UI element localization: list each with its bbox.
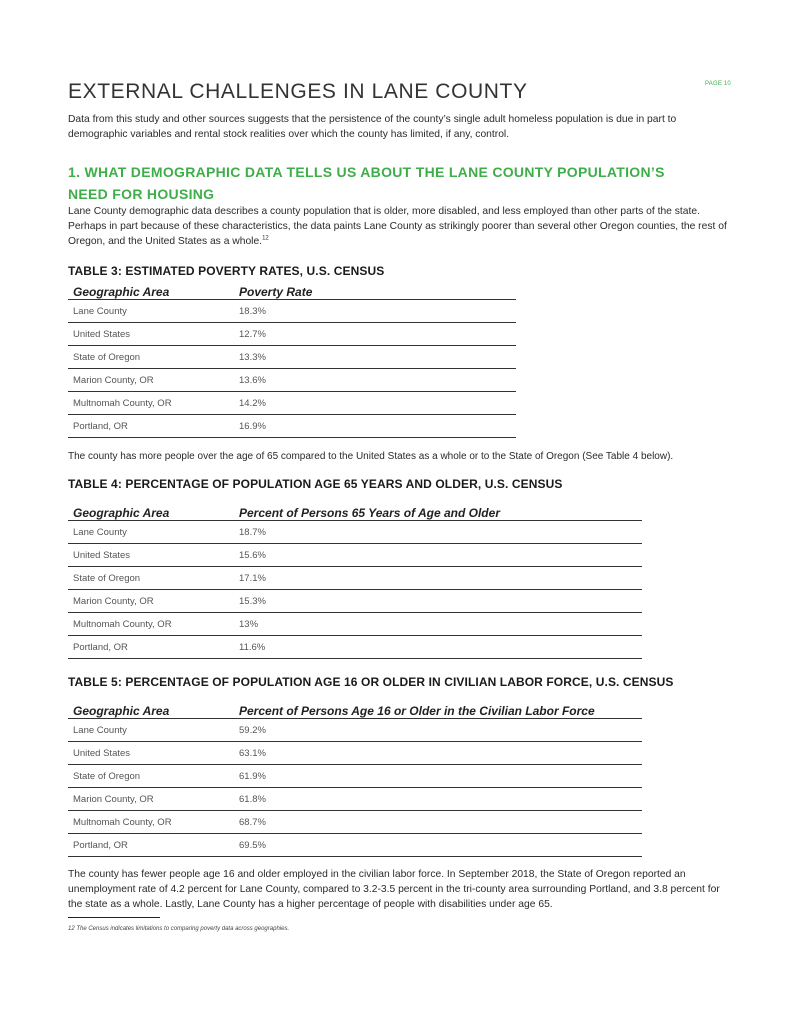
- table3-poverty-rates: [68, 279, 516, 438]
- footnote-reference: 12: [262, 235, 269, 242]
- table-row: [68, 521, 642, 544]
- table-row: [68, 346, 516, 369]
- table5-title: TABLE 5: PERCENTAGE OF POPULATION AGE 16 OR OLDER IN CIVILIAN LABOR FORCE, U.S. CENSUS: [68, 675, 674, 689]
- value-cell: 18.7%: [234, 521, 642, 544]
- table-row: [68, 788, 642, 811]
- geographic-area-cell: State of Oregon: [68, 346, 234, 369]
- table-row: [68, 636, 642, 659]
- table-row: [68, 811, 642, 834]
- value-cell: 13.3%: [234, 346, 516, 369]
- geographic-area-cell: United States: [68, 742, 234, 765]
- table-row: [68, 323, 516, 346]
- geographic-area-cell: Lane County: [68, 300, 234, 323]
- value-cell: 18.3%: [234, 300, 516, 323]
- value-cell: 61.9%: [234, 765, 642, 788]
- geographic-area-cell: United States: [68, 544, 234, 567]
- geographic-area-cell: Lane County: [68, 719, 234, 742]
- geographic-area-cell: Portland, OR: [68, 636, 234, 659]
- value-cell: 63.1%: [234, 742, 642, 765]
- table-row: [68, 613, 642, 636]
- table-row: [68, 544, 642, 567]
- table4-title: TABLE 4: PERCENTAGE OF POPULATION AGE 65 YEARS AND OLDER, U.S. CENSUS: [68, 477, 563, 491]
- value-cell: 12.7%: [234, 323, 516, 346]
- table-header-cell: Geographic Area: [68, 500, 234, 521]
- table-header-cell: Geographic Area: [68, 698, 234, 719]
- section-heading: 1. WHAT DEMOGRAPHIC DATA TELLS US ABOUT THE LANE COUNTY POPULATION’S NEED FOR HOUSING: [68, 164, 665, 202]
- closing-paragraph: The county has fewer people age 16 and older employed in the civilian labor force. In September 2018, the State of Oregon reported an unemployment rate of 4.2 percent for Lane County, compared to 3.2-3.5 percent in the tri-county area surrounding Portland, and 3.8 percent for the state as a whole. Lastly, Lane County has a higher percentage of people with disabilities under age 65.: [68, 869, 720, 910]
- geographic-area-cell: State of Oregon: [68, 567, 234, 590]
- value-cell: 15.6%: [234, 544, 642, 567]
- table5-labor-force: [68, 698, 642, 857]
- table-row: [68, 765, 642, 788]
- footnote-divider: [68, 917, 160, 918]
- geographic-area-cell: Portland, OR: [68, 834, 234, 857]
- table-row: [68, 300, 516, 323]
- value-cell: 69.5%: [234, 834, 642, 857]
- table3-title: TABLE 3: ESTIMATED POVERTY RATES, U.S. CENSUS: [68, 264, 385, 278]
- value-cell: 68.7%: [234, 811, 642, 834]
- table-header-cell: Poverty Rate: [234, 279, 516, 300]
- geographic-area-cell: State of Oregon: [68, 765, 234, 788]
- geographic-area-cell: Marion County, OR: [68, 369, 234, 392]
- table-header-cell: Percent of Persons 65 Years of Age and Older: [234, 500, 642, 521]
- page-number: PAGE 10: [705, 81, 731, 87]
- geographic-area-cell: Lane County: [68, 521, 234, 544]
- geographic-area-cell: Marion County, OR: [68, 590, 234, 613]
- value-cell: 15.3%: [234, 590, 642, 613]
- value-cell: 59.2%: [234, 719, 642, 742]
- geographic-area-cell: Marion County, OR: [68, 788, 234, 811]
- geographic-area-cell: Multnomah County, OR: [68, 392, 234, 415]
- table-header-row: [68, 698, 642, 719]
- value-cell: 13.6%: [234, 369, 516, 392]
- table-row: [68, 369, 516, 392]
- table-header-row: [68, 279, 516, 300]
- table-row: [68, 590, 642, 613]
- table-row: [68, 834, 642, 857]
- value-cell: 16.9%: [234, 415, 516, 438]
- page-title: EXTERNAL CHALLENGES IN LANE COUNTY: [68, 80, 528, 103]
- section-body: [68, 204, 728, 249]
- table-row: [68, 719, 642, 742]
- table-header-cell: Geographic Area: [68, 279, 234, 300]
- between-note: The county has more people over the age of 65 compared to the United States as a whole or to the State of Oregon (See Table 4 below).: [68, 451, 674, 462]
- table4-age-65-older: [68, 500, 642, 659]
- value-cell: 61.8%: [234, 788, 642, 811]
- value-cell: 17.1%: [234, 567, 642, 590]
- table-row: [68, 742, 642, 765]
- table-header-row: [68, 500, 642, 521]
- table-row: [68, 415, 516, 438]
- value-cell: 13%: [234, 613, 642, 636]
- value-cell: 14.2%: [234, 392, 516, 415]
- geographic-area-cell: Multnomah County, OR: [68, 811, 234, 834]
- footnote: 12 The Census indicates limitations to comparing poverty data across geographies.: [68, 926, 290, 932]
- value-cell: 11.6%: [234, 636, 642, 659]
- table-row: [68, 392, 516, 415]
- geographic-area-cell: United States: [68, 323, 234, 346]
- intro-paragraph: Data from this study and other sources suggests that the persistence of the county’s single adult homeless population is due in part to demographic variables and rental stock realities over which the county has limited, if any, control.: [68, 114, 677, 140]
- geographic-area-cell: Multnomah County, OR: [68, 613, 234, 636]
- section-body-text: Lane County demographic data describes a county population that is older, more disabled, and less employed than other parts of the state. Perhaps in part because of these characteristics, the data paints Lane County as strikingly poorer than several other Oregon counties, the rest of Oregon, and the United States as a whole.: [68, 206, 727, 247]
- geographic-area-cell: Portland, OR: [68, 415, 234, 438]
- table-row: [68, 567, 642, 590]
- table-header-cell: Percent of Persons Age 16 or Older in the Civilian Labor Force: [234, 698, 642, 719]
